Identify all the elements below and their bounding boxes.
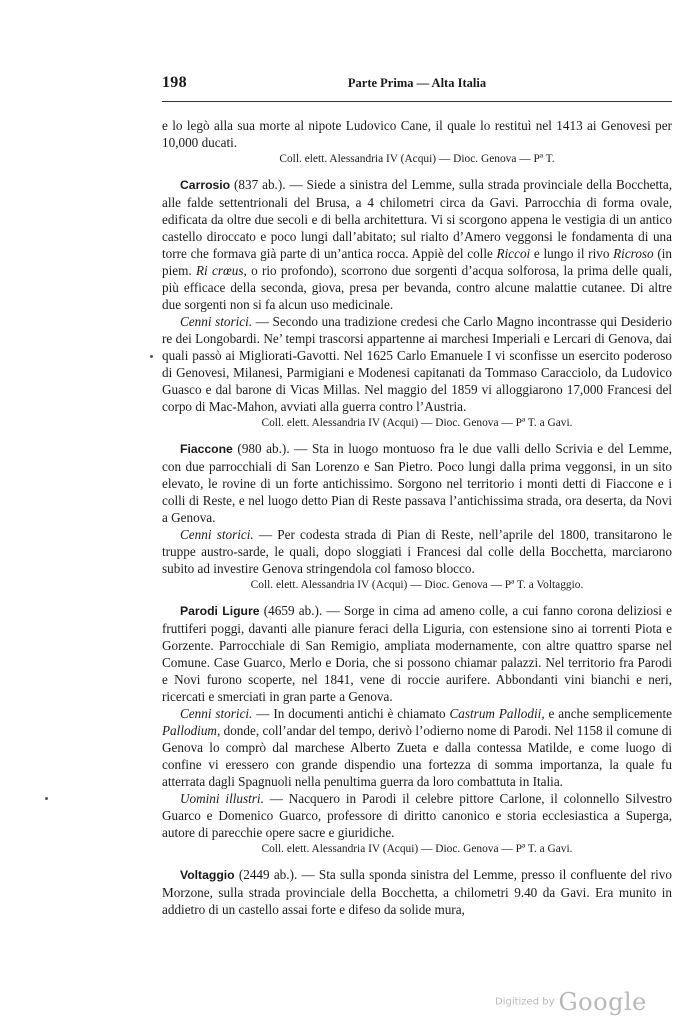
section-text: e anche semplicemente — [544, 706, 672, 721]
history-paragraph — [162, 705, 672, 790]
italic-term: Castrum Pallodii, — [449, 706, 545, 721]
section-label: Cenni storici. — [180, 314, 253, 329]
section-label: Uomini illustri. — [180, 791, 264, 806]
google-wordmark: Google — [558, 988, 647, 1016]
italic-term: Riccoi — [496, 246, 531, 261]
digitization-watermark — [495, 988, 647, 1018]
history-paragraph — [162, 313, 672, 415]
section-label: Cenni storici. — [180, 527, 254, 542]
collegio-line: Coll. elett. Alessandria IV (Acqui) — Dioc. Genova — Pª T. a Gavi. — [261, 417, 573, 429]
digitized-by-label: Digitized by — [495, 996, 555, 1008]
entry-title: Voltaggio — [180, 868, 235, 882]
history-paragraph — [162, 526, 672, 577]
entry-text: (in piem. — [162, 246, 672, 278]
margin-speck — [45, 797, 48, 800]
entry-carrosio — [162, 176, 672, 313]
running-title: Parte Prima — Alta Italia — [347, 76, 487, 90]
page-number: 198 — [162, 74, 187, 91]
notable-people-paragraph — [162, 790, 672, 841]
collegio-line: Coll. elett. Alessandria IV (Acqui) — Dioc. Genova — Pª T. a Voltaggio. — [250, 579, 584, 591]
header-rule — [162, 101, 672, 102]
collegio-line: Coll. elett. Alessandria IV (Acqui) — Dioc. Genova — Pª T. — [279, 153, 555, 165]
entry-text: e lungo il rivo — [530, 246, 614, 261]
entry-title: Fiaccone — [180, 442, 233, 456]
italic-term: Pallodium, — [162, 723, 221, 738]
entry-title: Parodi Ligure — [180, 604, 260, 618]
entry-voltaggio — [162, 866, 672, 918]
entry-text: (980 ab.). — Sta in luogo montuoso fra le due valli dello Scrivia e del Lemme, con due parrocchiali di San Lorenzo e San Pietro. Poco lungi dalla prima veggonsi, in un sito elevato, le rovine di un forte antichissimo. Sorgono nel territorio i monti detti di Fiaccone e i colli di Reste, e nel luogo detto Pian di Reste passava l’antichissima strada, ora deserta, da Novi a Genova. — [162, 441, 672, 525]
entry-text: (2449 ab.). — Sta sulla sponda sinistra del Lemme, presso il confluente del rivo Morzone, sulla strada provinciale della Bocchetta, a chilometri 9.40 da Gavi. Era munito in addietro di un castello assai forte e difeso da solide mura, — [162, 867, 672, 917]
entry-text: (4659 ab.). — Sorge in cima ad ameno colle, a cui fanno corona deliziosi e fruttiferi poggi, davanti alle pianure feraci della Liguria, con estensione sino ai torrenti Piota e Gorzente. Parrocchiale di San Remigio, ampliata modernamente, con altre quattro sparse nel Comune. Case Guarco, Merlo e Doria, che si possono chiamar palazzi. Nel territorio fra Parodi e Novi furono scoperte, nel 1841, vene di roccie aurifere. Abbondanti vini bianchi e neri, ricercati e smerciati in gran parte a Genova. — [162, 603, 672, 704]
entry-parodi-ligure — [162, 602, 672, 705]
entry-title: Carrosio — [180, 178, 231, 192]
italic-term: Ri crœus, — [195, 263, 247, 278]
section-text: — Secondo una tradizione credesi che Carlo Magno incontrasse qui Desiderio re dei Longobardi. Ne’ tempi trascorsi appartenne ai marchesi Imperiali e Lercari di Genova, dai quali passò ai Migliorati-Gavotti. Nel 1625 Carlo Emanuele I vi sconfisse un esercito poderoso di Genovesi, Milanesi, Parmigiani e Modenesi capitanati da Tommaso Caracciolo, da Ludovico Guasco e dal barone di Vicas Millas. Nel maggio del 1859 vi alloggiarono 17,000 Francesi del corpo di Mac-Mahon, avviati alla guerra contro l’Austria. — [162, 314, 672, 414]
section-label: Cenni storici. — [180, 706, 253, 721]
section-text: — In documenti antichi è chiamato — [252, 706, 450, 721]
continuation-paragraph: e lo legò alla sua morte al nipote Ludovico Cane, il quale lo restituì nel 1413 ai Genovesi per 10,000 ducati. — [162, 118, 672, 150]
collegio-line: Coll. elett. Alessandria IV (Acqui) — Dioc. Genova — Pª T. a Gavi. — [261, 843, 573, 855]
section-text: — Nacquero in Parodi il celebre pittore Carlone, il colonnello Silvestro Guarco e Domenico Guarco, professore di diritto canonico e storia ecclesiastica a Superga, autore di parecchie opere sacre e giuridiche. — [162, 791, 673, 840]
entry-text: (837 ab.). — Siede a sinistra del Lemme, sulla strada provinciale della Bocchetta, alle falde settentrionali del Brusa, a 4 chilometri circa da Gavi. Parrocchia di forma ovale, edificata da oltre due secoli e di bella architettura. Vi si scorgono appena le vestigia di un antico castello diroccato e poco lungi dall’abitato; sul rialto d’Amero veggonsi le fondamenta di una torre che formava già parte di un’antica rocca. Appiè del colle — [162, 177, 672, 261]
margin-speck — [150, 355, 153, 358]
section-text: — Per codesta strada di Pian di Reste, nell’aprile del 1800, transitarono le truppe austro-sarde, le quali, dopo sloggiati i Francesi dal colle della Bocchetta, marciarono subito ad investire Genova stringendola col famoso blocco. — [162, 527, 672, 576]
page-header — [162, 74, 672, 98]
entry-fiaccone — [162, 440, 672, 526]
page-body — [162, 117, 672, 918]
entry-text: o rio profondo), scorrono due sorgenti d’acqua solforosa, la prima delle quali, più efficace della seconda, giova, presa per bevanda, contro alcune malattie cutanee. Di altre due sorgenti non si fa alcun uso medicinale. — [162, 263, 673, 312]
section-text: donde, coll’andar del tempo, derivò l’odierno nome di Parodi. Nel 1158 il comune di Genova lo comprò dal marchese Alberto Zueta e dalla contessa Matilde, e come luogo di confine vi eressero con grande dispendio una fortezza di somma importanza, la quale fu atterrata dagli Spagnuoli nella penultima guerra da loro combattuta in Italia. — [162, 723, 672, 789]
italic-term: Ricroso — [613, 246, 654, 261]
